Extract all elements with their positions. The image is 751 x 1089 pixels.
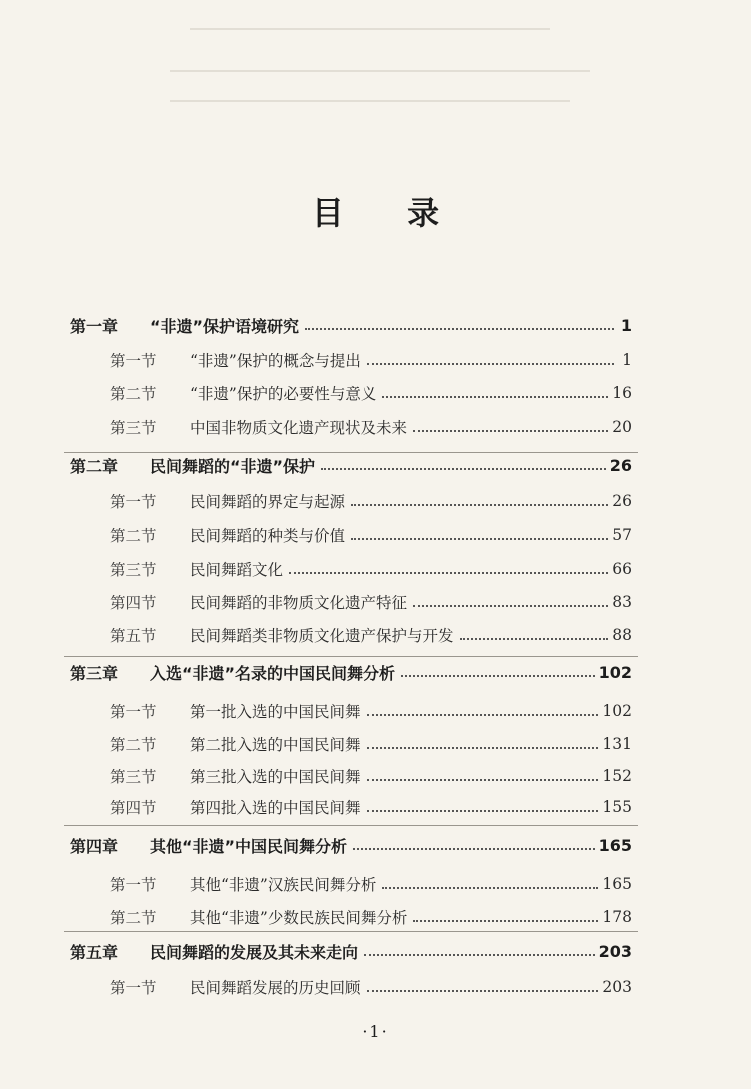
section-title: 民间舞蹈的非物质文化遗产特征 [190,594,408,612]
dot-leader [382,887,598,889]
bleed-through-line [190,28,550,30]
chapter-number: 第一章 [70,316,119,336]
toc-section-entry[interactable] [110,792,632,822]
section-title: 民间舞蹈发展的历史回顾 [190,979,361,997]
chapter-title: 民间舞蹈的“非遗”保护 [150,456,316,476]
toc-section-entry[interactable] [110,972,632,1002]
page-number: 57 [612,526,632,544]
toc-chapter-entry[interactable] [70,830,632,860]
dot-leader [305,328,614,330]
page-number: 102 [602,702,632,720]
chapter-title: 民间舞蹈的发展及其未来走向 [150,942,359,962]
toc-chapter-entry[interactable] [70,310,632,340]
section-number: 第三节 [110,419,157,437]
section-number: 第二节 [110,385,157,403]
page-title: 目 录 [311,194,466,232]
dot-leader [401,675,595,677]
page-number: 155 [602,798,632,816]
toc-section-entry[interactable] [110,869,632,899]
section-number: 第一节 [110,703,157,721]
dot-leader [367,747,599,749]
toc-section-entry[interactable] [110,902,632,932]
page-number: 26 [612,492,632,510]
page-number: 20 [612,418,632,436]
section-title: “非遗”保护的必要性与意义 [190,385,377,403]
section-number: 第一节 [110,876,157,894]
section-title: 其他“非遗”汉族民间舞分析 [190,876,377,894]
dot-leader [413,920,598,922]
section-number: 第二节 [110,736,157,754]
page-number: 203 [598,941,632,961]
section-number: 第一节 [110,979,157,997]
bleed-through-line [170,100,570,102]
section-number: 第三节 [110,768,157,786]
section-title: 第四批入选的中国民间舞 [190,799,361,817]
page-number: 203 [602,978,632,996]
dot-leader [321,468,606,470]
section-number: 第四节 [110,594,157,612]
dot-leader [351,504,608,506]
dot-leader [364,954,595,956]
section-title: 民间舞蹈的种类与价值 [190,527,346,545]
dot-leader [351,538,608,540]
section-number: 第二节 [110,527,157,545]
chapter-number: 第五章 [70,942,119,962]
toc-section-entry[interactable] [110,620,632,650]
chapter-number: 第三章 [70,663,119,683]
page-number: 26 [609,455,632,475]
section-title: 民间舞蹈文化 [190,561,284,579]
dot-leader [413,430,608,432]
chapter-title: 入选“非遗”名录的中国民间舞分析 [150,663,396,683]
section-title: 第一批入选的中国民间舞 [190,703,361,721]
dot-leader [382,396,608,398]
page-number: 16 [612,384,632,402]
toc-chapter-entry[interactable] [70,936,632,966]
section-number: 第三节 [110,561,157,579]
section-title: 民间舞蹈的界定与起源 [190,493,346,511]
page-number: 83 [612,593,632,611]
page-number: 88 [612,626,632,644]
page-footer-number: ·1· [362,1022,389,1041]
toc-section-entry[interactable] [110,412,632,442]
toc-section-entry[interactable] [110,587,632,617]
toc-chapter-entry[interactable] [70,657,632,687]
section-number: 第一节 [110,493,157,511]
toc-section-entry[interactable] [110,345,632,375]
toc-section-entry[interactable] [110,378,632,408]
chapter-title: “非遗”保护语境研究 [150,316,300,336]
section-title: “非遗”保护的概念与提出 [190,352,361,370]
section-title: 第三批入选的中国民间舞 [190,768,361,786]
section-number: 第二节 [110,909,157,927]
toc-chapter-entry[interactable] [70,450,632,480]
dot-leader [367,990,599,992]
chapter-number: 第四章 [70,836,119,856]
section-title: 第二批入选的中国民间舞 [190,736,361,754]
dot-leader [289,572,608,574]
page-number: 152 [602,767,632,785]
dot-leader [367,363,614,365]
chapter-title: 其他“非遗”中国民间舞分析 [150,836,348,856]
toc-section-entry[interactable] [110,729,632,759]
toc-section-entry[interactable] [110,520,632,550]
page-number: 66 [612,560,632,578]
section-number: 第五节 [110,627,157,645]
page-number: 102 [598,662,632,682]
section-title: 其他“非遗”少数民族民间舞分析 [190,909,408,927]
page-number: 1 [622,351,632,369]
dot-leader [367,779,599,781]
chapter-number: 第二章 [70,456,119,476]
toc-section-entry[interactable] [110,696,632,726]
dot-leader [460,638,609,640]
toc-section-entry[interactable] [110,554,632,584]
section-number: 第四节 [110,799,157,817]
page-number: 178 [602,908,632,926]
chapter-divider [64,825,638,826]
section-title: 民间舞蹈类非物质文化遗产保护与开发 [190,627,454,645]
page-number: 1 [620,315,632,335]
page-number: 165 [598,835,632,855]
bleed-through-line [170,70,590,72]
section-title: 中国非物质文化遗产现状及未来 [190,419,408,437]
toc-section-entry[interactable] [110,486,632,516]
toc-section-entry[interactable] [110,761,632,791]
dot-leader [367,810,599,812]
page-number: 131 [602,735,632,753]
section-number: 第一节 [110,352,157,370]
dot-leader [413,605,608,607]
page-number: 165 [602,875,632,893]
dot-leader [367,714,599,716]
dot-leader [353,848,595,850]
